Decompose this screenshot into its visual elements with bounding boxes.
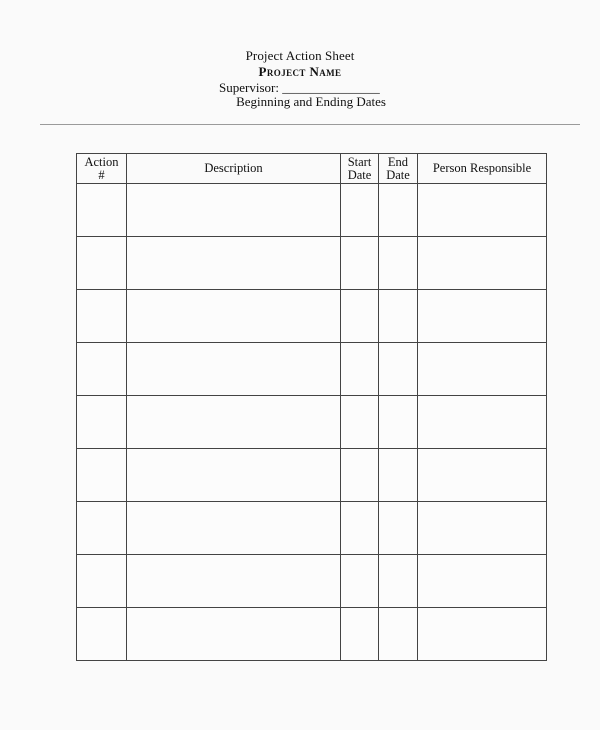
header-start-line1: Start [347, 154, 372, 169]
supervisor-blank: _______________ [282, 80, 380, 95]
cell-description[interactable] [127, 502, 341, 555]
cell-person[interactable] [418, 184, 547, 237]
cell-start[interactable] [341, 343, 379, 396]
cell-end[interactable] [379, 290, 418, 343]
cell-start[interactable] [341, 555, 379, 608]
dates-line: Beginning and Ending Dates [236, 94, 386, 109]
table-row [77, 290, 547, 343]
header-end-date [379, 154, 418, 184]
supervisor-label: Supervisor: [219, 80, 279, 95]
cell-person[interactable] [418, 237, 547, 290]
cell-description[interactable] [127, 396, 341, 449]
cell-start[interactable] [341, 449, 379, 502]
cell-action[interactable] [77, 396, 127, 449]
document-header [0, 48, 600, 80]
cell-description[interactable] [127, 343, 341, 396]
cell-person[interactable] [418, 502, 547, 555]
cell-start[interactable] [341, 184, 379, 237]
cell-action[interactable] [77, 449, 127, 502]
cell-person[interactable] [418, 396, 547, 449]
cell-end[interactable] [379, 555, 418, 608]
cell-action[interactable] [77, 237, 127, 290]
header-action-line1: Action [84, 154, 119, 169]
table-row [77, 449, 547, 502]
table-row [77, 184, 547, 237]
cell-end[interactable] [379, 343, 418, 396]
table-body [77, 184, 547, 661]
cell-end[interactable] [379, 396, 418, 449]
header-action-number [77, 154, 127, 184]
header-description: Description [127, 154, 341, 184]
header-divider [40, 124, 580, 125]
cell-description[interactable] [127, 184, 341, 237]
cell-end[interactable] [379, 237, 418, 290]
cell-person[interactable] [418, 449, 547, 502]
cell-action[interactable] [77, 184, 127, 237]
header-end-line1: End [387, 154, 409, 169]
table-row [77, 396, 547, 449]
cell-description[interactable] [127, 290, 341, 343]
cell-start[interactable] [341, 237, 379, 290]
cell-action[interactable] [77, 555, 127, 608]
header-start-line2: Date [347, 167, 372, 182]
header-start-date [341, 154, 379, 184]
table-row [77, 608, 547, 661]
action-table [76, 153, 547, 661]
cell-end[interactable] [379, 449, 418, 502]
table-row [77, 555, 547, 608]
cell-action[interactable] [77, 608, 127, 661]
header-person-responsible: Person Responsible [418, 154, 547, 184]
cell-end[interactable] [379, 502, 418, 555]
cell-action[interactable] [77, 502, 127, 555]
cell-person[interactable] [418, 555, 547, 608]
table-row [77, 237, 547, 290]
cell-start[interactable] [341, 502, 379, 555]
cell-description[interactable] [127, 555, 341, 608]
cell-description[interactable] [127, 237, 341, 290]
cell-person[interactable] [418, 290, 547, 343]
cell-start[interactable] [341, 608, 379, 661]
cell-action[interactable] [77, 290, 127, 343]
cell-action[interactable] [77, 343, 127, 396]
table-header-row [77, 154, 547, 184]
project-name: Project Name [258, 64, 342, 79]
cell-person[interactable] [418, 608, 547, 661]
cell-end[interactable] [379, 184, 418, 237]
cell-end[interactable] [379, 608, 418, 661]
cell-start[interactable] [341, 290, 379, 343]
header-end-line2: Date [386, 167, 410, 182]
cell-description[interactable] [127, 449, 341, 502]
table-row [77, 502, 547, 555]
cell-start[interactable] [341, 396, 379, 449]
table-row [77, 343, 547, 396]
document-title: Project Action Sheet [245, 48, 355, 63]
header-action-line2: # [98, 167, 105, 182]
cell-person[interactable] [418, 343, 547, 396]
cell-description[interactable] [127, 608, 341, 661]
